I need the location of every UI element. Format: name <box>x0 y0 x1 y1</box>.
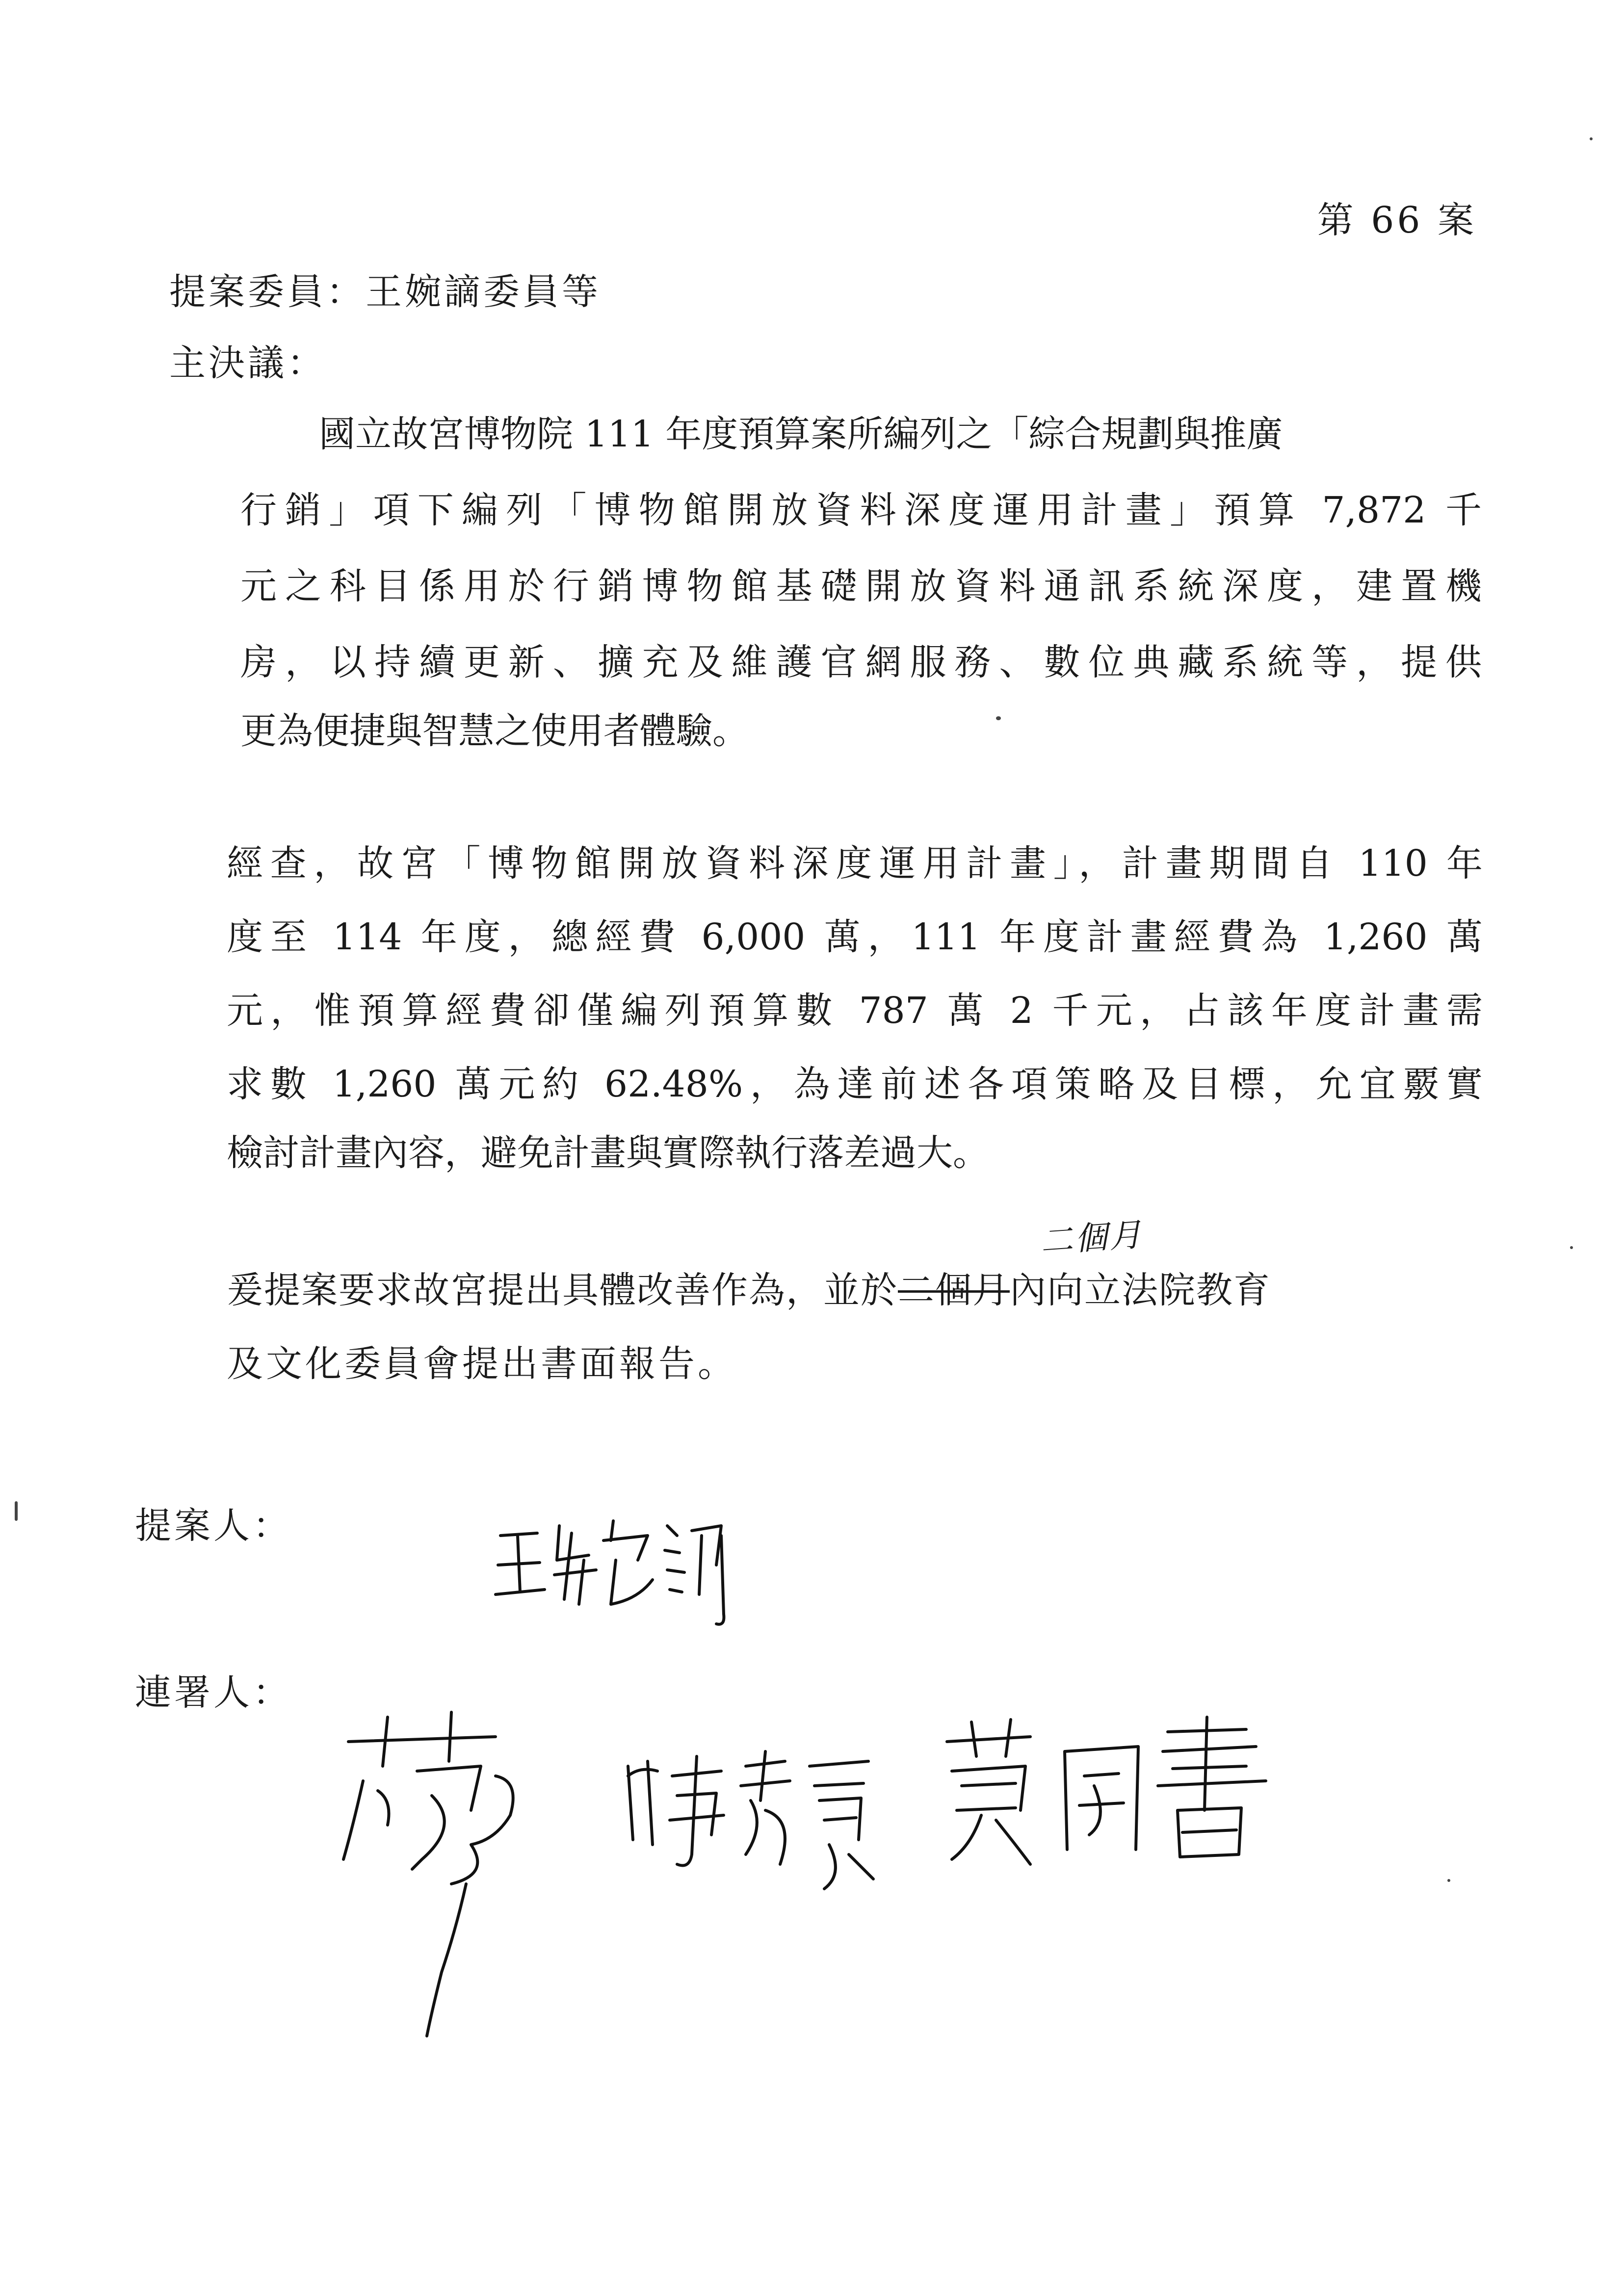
cosigner-signature-label: 連署人： <box>135 1671 292 1714</box>
cosigner-signature-2 <box>618 1747 893 1894</box>
paragraph-2-line: 經查，故宮「博物館開放資料深度運用計畫」，計畫期間自 110 年 <box>227 842 1483 885</box>
paragraph-2-line: 檢討計畫內容，避免計畫與實際執行落差過大。 <box>227 1132 989 1174</box>
paragraph-1-line: 國立故宮博物院 111 年度預算案所編列之「綜合規劃與推廣 <box>319 413 1283 455</box>
paragraph-1-line: 元之科目係用於行銷博物館基礎開放資料通訊系統深度，建置機 <box>240 565 1482 607</box>
scan-speck <box>1447 1879 1450 1882</box>
paragraph-1-line: 更為便捷與智慧之使用者體驗。 <box>240 710 749 752</box>
scan-speck <box>996 716 1001 720</box>
paragraph-2-line: 度至 114 年度，總經費 6,000 萬，111 年度計畫經費為 1,260 萬 <box>227 916 1483 958</box>
scan-speck <box>1590 137 1593 140</box>
cosigner-signature-1 <box>334 1697 559 2041</box>
paragraph-2-line: 元，惟預算經費卻僅編列預算數 787 萬 2 千元，占該年度計畫需 <box>227 990 1483 1032</box>
cosigner-signature-3 <box>932 1712 1276 1874</box>
scan-speck <box>15 1501 18 1521</box>
paragraph-3-line-2: 及文化委員會提出書面報告。 <box>227 1343 737 1385</box>
handwritten-correction: 二個月 <box>1039 1215 1145 1261</box>
paragraph-3-line-1 <box>227 1266 1271 1315</box>
paragraph-3-before: 爰提案要求故宮提出具體改善作為，並於 <box>227 1269 898 1311</box>
paragraph-3-after: 內向立法院教育 <box>1010 1269 1271 1311</box>
paragraph-2-line: 求數 1,260 萬元約 62.48%，為達前述各項策略及目標，允宜覈實 <box>227 1063 1483 1105</box>
struck-text: 二個月 <box>898 1269 1010 1311</box>
proposer-label: 提案委員： <box>169 271 366 313</box>
case-number: 第 66 案 <box>1317 199 1477 241</box>
paragraph-1-line: 行銷」項下編列「博物館開放資料深度運用計畫」預算 7,872 千 <box>240 489 1482 531</box>
proposer-signature-label: 提案人： <box>135 1505 292 1547</box>
proposer-line <box>169 267 601 316</box>
resolution-label: 主決議： <box>169 342 326 384</box>
proposer-signature <box>491 1506 746 1629</box>
scan-speck <box>1570 1246 1573 1249</box>
paragraph-1-line: 房，以持續更新、擴充及維護官網服務、數位典藏系統等，提供 <box>240 641 1482 683</box>
proposer-value: 王婉謫委員等 <box>366 271 601 313</box>
